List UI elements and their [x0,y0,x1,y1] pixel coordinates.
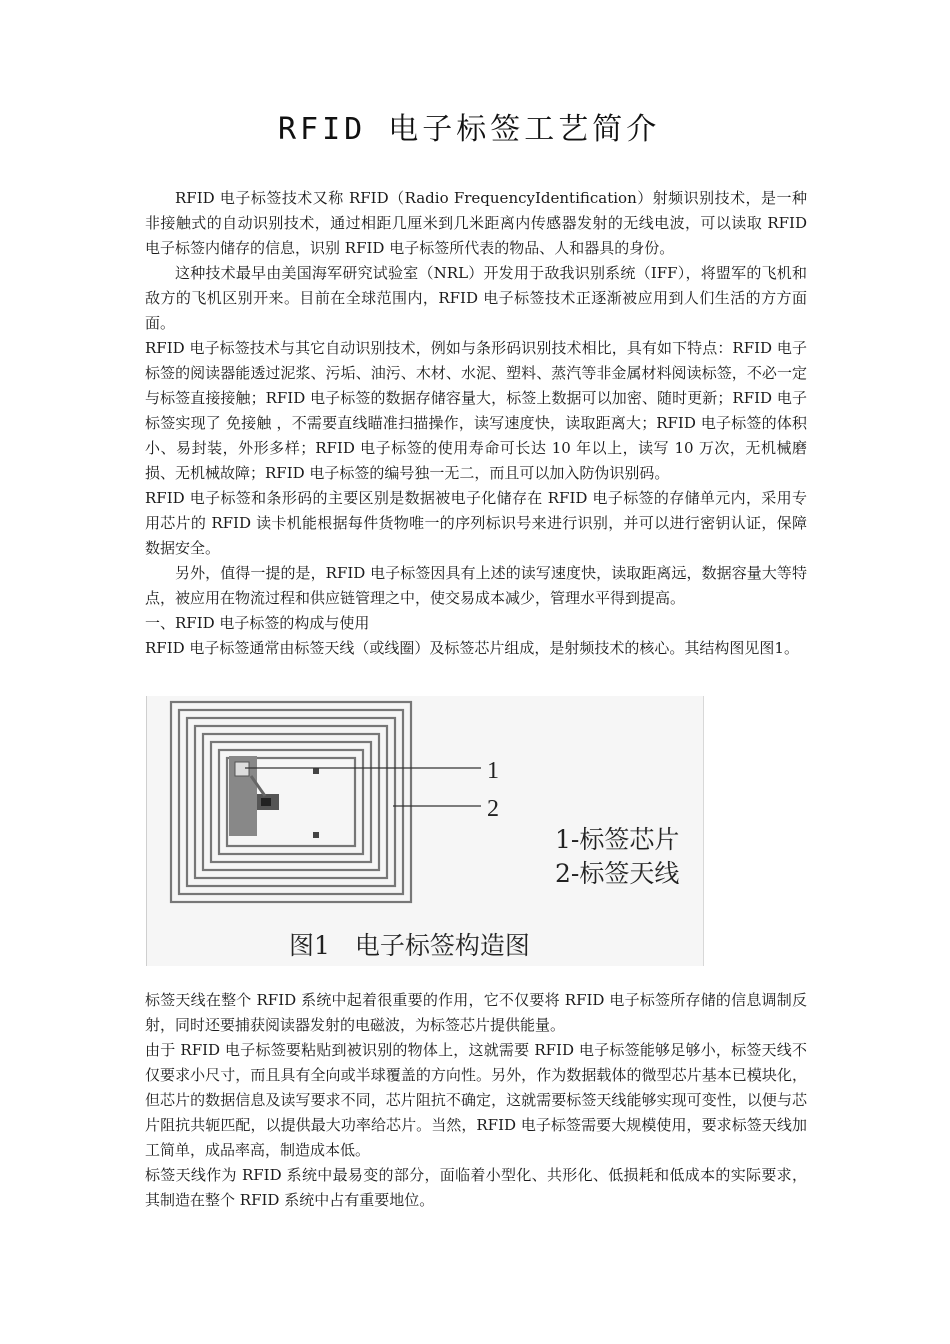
antenna-coil [171,702,411,902]
paragraph-antenna-importance: 标签天线作为 RFID 系统中最易变的部分，面临着小型化、共形化、低损耗和低成本的实际要求，其制造在整个 RFID 系统中占有重要地位。 [145,1166,807,1209]
rfid-tag-diagram [147,696,703,966]
paragraph-logistics: 另外，值得一提的是，RFID 电子标签因具有上述的读写速度快，读取距离远，数据容量大等特点，被应用在物流过程和供应链管理之中，使交易成本减少，管理水平得到提高。 [145,564,807,607]
section-heading: 一、RFID 电子标签的构成与使用 [145,614,370,632]
callout-label-1: 1 [487,758,499,784]
paragraph-barcode-difference: RFID 电子标签和条形码的主要区别是数据被电子化储存在 RFID 电子标签的存储单元内，采用专用芯片的 RFID 读卡机能根据每件货物唯一的序列标识号来进行识别，并可以进行密钥认证，保障数据安全。 [145,489,807,557]
legend-chip: 1-标签芯片 [555,825,680,854]
contact-dot [313,768,319,774]
rfid-tag-figure [146,696,704,966]
paragraph-structure: RFID 电子标签通常由标签天线（或线圈）及标签芯片组成，是射频技术的核心。其结构图见图1。 [145,639,799,657]
document-title: RFID 电子标签工艺简介 [278,112,661,147]
legend-antenna: 2-标签天线 [555,859,680,888]
callout-label-2: 2 [487,796,499,822]
figure-caption: 图1 电子标签构造图 [289,931,530,960]
paragraph-features: RFID 电子标签技术与其它自动识别技术，例如与条形码识别技术相比，具有如下特点：RFID 电子标签的阅读器能透过泥浆、污垢、油污、木材、水泥、塑料、蒸汽等非金属材料阅读标签，不必一定与标签直接接触；RFID 电子标签的数据存储容量大，标签上数据可以加密、随时更新；RFID 电子标签实现了 免接触 ，不需要直线瞄准扫描操作，读写速度快，读取距离大；RFID 电子标签的体积小、易封装，外形多样；RFID 电子标签的使用寿命可长达 10 年以上，读写 10 万次，无机械磨损、无机械故障；RFID 电子标签的编号独一无二，而且可以加入防伪识别码。 [145,339,807,482]
intro-section [145,186,807,661]
paragraph-history: 这种技术最早由美国海军研究试验室（NRL）开发用于敌我识别系统（IFF），将盟军的飞机和敌方的飞机区别开来。目前在全球范围内，RFID 电子标签技术正逐渐被应用到人们生活的方方面面。 [145,264,807,332]
paragraph-definition: RFID 电子标签技术又称 RFID（Radio FrequencyIdentification）射频识别技术，是一种非接触式的自动识别技术，通过相距几厘米到几米距离内传感器发射的无线电波，可以读取 RFID 电子标签内储存的信息，识别 RFID 电子标签所代表的物品、人和器具的身份。 [145,189,807,257]
antenna-section [145,988,807,1213]
paragraph-antenna-role: 标签天线在整个 RFID 系统中起着很重要的作用，它不仅要将 RFID 电子标签所存储的信息调制反射，同时还要捕获阅读器发射的电磁波，为标签芯片提供能量。 [145,991,807,1034]
contact-dot [313,832,319,838]
paragraph-antenna-requirements: 由于 RFID 电子标签要粘贴到被识别的物体上，这就需要 RFID 电子标签能够足够小，标签天线不仅要求小尺寸，而且具有全向或半球覆盖的方向性。另外，作为数据载体的微型芯片基本已模块化，但芯片的数据信息及读写要求不同，芯片阻抗不确定，这就需要标签天线能够实现可变性，以便与芯片阻抗共轭匹配，以提供最大功率给芯片。当然，RFID 电子标签需要大规模使用，要求标签天线加工简单，成品率高，制造成本低。 [145,1041,807,1159]
